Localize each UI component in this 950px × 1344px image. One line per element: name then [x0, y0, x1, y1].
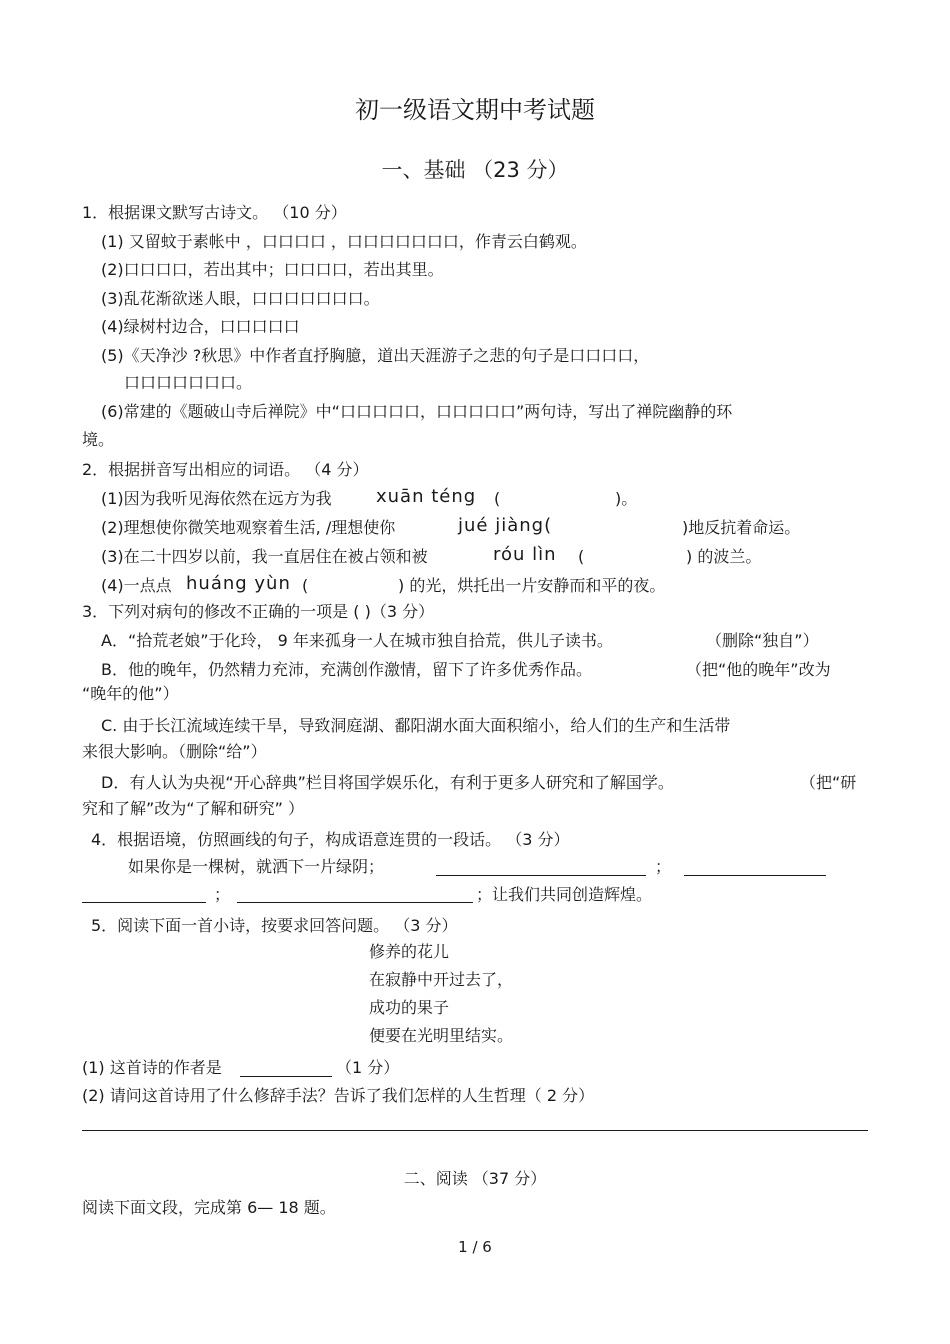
q4-tail: ；让我们共同创造辉煌。 — [476, 885, 653, 904]
reading-intro: 阅读下面文段，完成第 6— 18 题。 — [82, 1198, 336, 1217]
q4-answer-blank-4[interactable] — [237, 888, 473, 903]
q2-item-1-pinyin: xuān téng — [376, 486, 477, 507]
section-heading-basics: 一、基础 （23 分） — [381, 158, 569, 182]
q3-option-d: D．有人认为央视“开心辞典”栏目将国学娱乐化，有利于更多人研究和了解国学。 — [101, 773, 674, 792]
q2-item-4-paren-close: ) 的光，烘托出一片安静而和平的夜。 — [398, 576, 666, 595]
q2-item-4-text: (4)一点点 — [101, 576, 172, 595]
q4-answer-blank-2[interactable] — [684, 861, 826, 876]
q1-heading: 1．根据课文默写古诗文。 （10 分） — [82, 203, 347, 222]
q1-item-5: (5)《天净沙 ?秋思》中作者直抒胸臆，道出天涯游子之悲的句子是口口口口， — [101, 346, 650, 365]
q1-item-6-cont: 境。 — [82, 430, 115, 449]
q3-option-a-note: （删除“独自”） — [706, 631, 819, 650]
q3-heading: 3．下列对病句的修改不正确的一项是 ( )（3 分） — [82, 602, 435, 621]
q4-separator-2: ； — [214, 885, 231, 904]
q2-item-3-paren-close: ) 的波兰。 — [686, 547, 762, 566]
page-title: 初一级语文期中考试题 — [355, 96, 595, 124]
q2-item-1-paren-open: ( — [494, 489, 501, 508]
q4-answer-blank-1[interactable] — [436, 861, 646, 876]
q5-sub-1: (1) 这首诗的作者是 — [82, 1058, 222, 1077]
q5-sub-1-score: （1 分） — [336, 1058, 400, 1077]
q4-heading: 4．根据语境，仿照画线的句子，构成语意连贯的一段话。 （3 分） — [91, 830, 570, 849]
q3-option-d-note: （把“研 — [800, 773, 857, 792]
divider-line — [82, 1130, 868, 1131]
q1-item-5-cont: 口口口口口口口。 — [124, 373, 253, 392]
q2-item-3-paren-open: ( — [578, 547, 585, 566]
q1-item-1: (1) 又留蚊于素帐中 ，口口口口 ，口口口口口口口，作青云白鹤观。 — [101, 232, 587, 251]
q3-option-d-cont: 究和了解”改为“了解和研究” ） — [82, 799, 304, 818]
q2-item-1-text: (1)因为我听见海依然在远方为我 — [101, 489, 332, 508]
q4-separator-1: ； — [655, 857, 672, 876]
q5-author-blank[interactable] — [240, 1062, 332, 1077]
q2-item-4-pinyin: huáng yùn — [186, 573, 291, 594]
q2-item-2-pinyin: jué jiàng( — [458, 515, 553, 536]
q2-item-1-paren-close: )。 — [615, 489, 638, 508]
poem-line-1: 修养的花儿 — [369, 942, 450, 961]
q3-option-c: C. 由于长江流域连续干旱，导致洞庭湖、鄱阳湖水面大面积缩小，给人们的生产和生活带 — [101, 716, 731, 735]
q1-item-3: (3)乱花渐欲迷人眼，口口口口口口口。 — [101, 289, 380, 308]
q1-item-4: (4)绿树村边合，口口口口口 — [101, 317, 300, 336]
q2-item-4-paren-open: ( — [302, 576, 309, 595]
q5-sub-2: (2) 请问这首诗用了什么修辞手法？告诉了我们怎样的人生哲理（ 2 分） — [82, 1086, 595, 1105]
poem-line-4: 便要在光明里结实。 — [369, 1026, 514, 1045]
q4-answer-blank-3[interactable] — [82, 888, 206, 903]
q3-option-c-cont: 来很大影响。（删除“给”） — [82, 742, 267, 761]
q2-heading: 2．根据拼音写出相应的词语。 （4 分） — [82, 460, 369, 479]
poem-line-2: 在寂静中开过去了， — [369, 970, 514, 989]
q2-item-3-pinyin: róu lìn — [493, 544, 557, 565]
page-number: 1 / 6 — [458, 1238, 492, 1256]
q5-heading: 5．阅读下面一首小诗，按要求回答问题。 （3 分） — [91, 916, 458, 935]
q4-prompt: 如果你是一棵树，就洒下一片绿阴； — [128, 857, 385, 876]
q2-item-2-paren-close: )地反抗着命运。 — [682, 518, 801, 537]
q3-option-b-cont: “晚年的他”） — [82, 684, 179, 703]
q1-item-2: (2)口口口口，若出其中；口口口口，若出其里。 — [101, 260, 444, 279]
poem-line-3: 成功的果子 — [369, 998, 450, 1017]
q3-option-b-note: （把“他的晚年”改为 — [686, 660, 831, 679]
q2-item-2-text: (2)理想使你微笑地观察着生活, /理想使你 — [101, 518, 396, 537]
section-heading-reading: 二、阅读 （37 分） — [403, 1169, 547, 1188]
q2-item-3-text: (3)在二十四岁以前，我一直居住在被占领和被 — [101, 547, 428, 566]
q1-item-6: (6)常建的《题破山寺后禅院》中“口口口口口，口口口口口”两句诗，写出了禅院幽静的环 — [101, 402, 733, 421]
q3-option-b: B．他的晚年，仍然精力充沛，充满创作激情，留下了许多优秀作品。 — [101, 660, 592, 679]
q3-option-a: A．“拾荒老娘”于化玲， 9 年来孤身一人在城市独自拾荒，供儿子读书。 — [101, 631, 613, 650]
